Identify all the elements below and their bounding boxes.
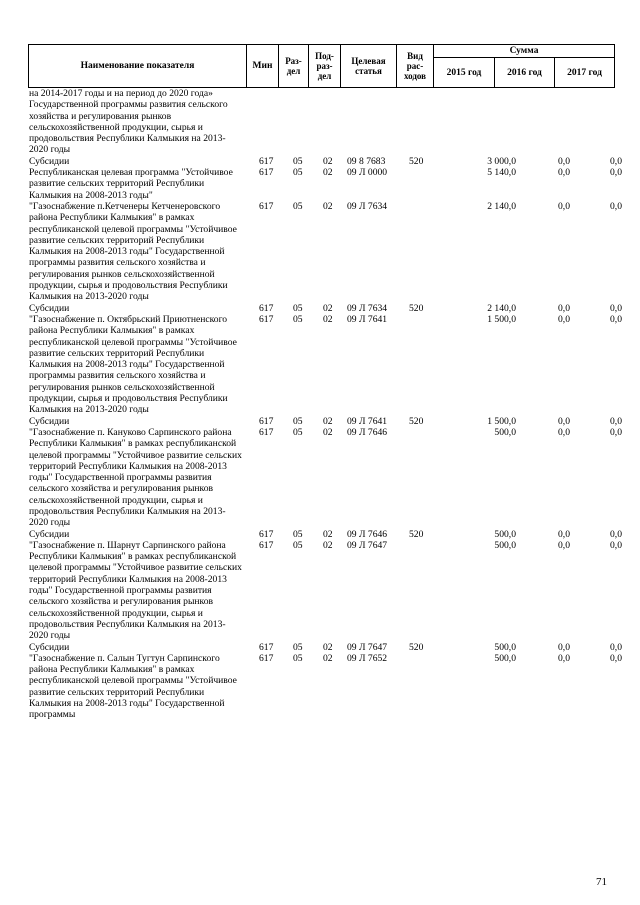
cell-y2015: 2 140,0: [487, 302, 516, 314]
header-2016: 2016 год: [495, 58, 555, 88]
cell-podrazdel: 02: [323, 155, 333, 167]
cell-vid: 520: [409, 528, 424, 540]
header-razdel: Раз- дел: [279, 45, 309, 88]
cell-razdel: 05: [293, 528, 303, 540]
row-name: Субсидии: [29, 155, 70, 167]
cell-celevaya: 09 Л 7652: [347, 652, 388, 664]
table-row: [28, 167, 622, 201]
cell-y2017: 0,0: [610, 302, 622, 314]
cell-min: 617: [259, 200, 274, 212]
cell-y2016: 0,0: [558, 539, 570, 551]
cell-y2015: 1 500,0: [487, 415, 516, 427]
cell-podrazdel: 02: [323, 313, 333, 325]
table-row: [28, 426, 622, 529]
header-summa: Сумма: [434, 45, 615, 58]
cell-y2017: 0,0: [610, 539, 622, 551]
header-min: Мин: [247, 45, 279, 88]
row-name: "Газоснабжение п. Октябрьский Приютненского района Республики Калмыкия" в рамках республиканской целевой программы "Устойчивое развитие сельских территорий Республики Калмыкия на 2008-2013 годы" Государственной программы развития сельского хозяйства и регулирования рынков сельскохозяйственной продукции, сырья и продовольствия Республики Калмыкия на 2013-2020 годы: [29, 313, 237, 416]
cell-celevaya: 09 Л 7646: [347, 426, 388, 438]
row-name: "Газоснабжение п. Салын Тугтун Сарпинского района Республики Калмыкия" в рамках республиканской целевой программы "Устойчивое развитие сельских территорий Республики Калмыкия на 2008-2013 годы" Государственной программы: [29, 652, 237, 721]
cell-razdel: 05: [293, 313, 303, 325]
header-vid: Вид рас- ходов: [397, 45, 434, 88]
table-row: [28, 539, 622, 642]
table-row: [28, 155, 622, 167]
table-row: [28, 652, 622, 721]
row-name: Субсидии: [29, 302, 70, 314]
cell-y2016: 0,0: [558, 652, 570, 664]
header-2015: 2015 год: [434, 58, 495, 88]
cell-y2016: 0,0: [558, 155, 570, 167]
header-celevaya: Целевая статья: [341, 45, 397, 88]
cell-celevaya: 09 Л 7641: [347, 415, 388, 427]
cell-vid: 520: [409, 155, 424, 167]
cell-podrazdel: 02: [323, 652, 333, 664]
cell-y2017: 0,0: [610, 200, 622, 212]
cell-min: 617: [259, 313, 274, 325]
cell-y2015: 5 140,0: [487, 167, 516, 179]
cell-y2016: 0,0: [558, 641, 570, 653]
cell-min: 617: [259, 528, 274, 540]
cell-y2016: 0,0: [558, 167, 570, 179]
cell-podrazdel: 02: [323, 167, 333, 179]
cell-razdel: 05: [293, 426, 303, 438]
cell-y2015: 500,0: [494, 539, 516, 551]
cell-podrazdel: 02: [323, 415, 333, 427]
cell-y2017: 0,0: [610, 528, 622, 540]
cell-y2017: 0,0: [610, 415, 622, 427]
cell-min: 617: [259, 415, 274, 427]
row-name: Субсидии: [29, 641, 70, 653]
cell-y2017: 0,0: [610, 167, 622, 179]
row-name: Субсидии: [29, 528, 70, 540]
cell-min: 617: [259, 155, 274, 167]
row-name: "Газоснабжение п.Кетченеры Кетченеровского района Республики Калмыкия" в рамках республиканской целевой программы "Устойчивое развитие сельских территорий Республики Калмыкия на 2008-2013 годы" Государственной программы развития сельского хозяйства и регулирования рынков сельскохозяйственной продукции, сырья и продовольствия Республики Калмыкия на 2013-2020 годы: [29, 200, 237, 303]
cell-podrazdel: 02: [323, 528, 333, 540]
cell-y2017: 0,0: [610, 652, 622, 664]
cell-razdel: 05: [293, 155, 303, 167]
table-row: [28, 528, 622, 540]
cell-y2016: 0,0: [558, 200, 570, 212]
table-header: [28, 44, 615, 88]
cell-y2015: 2 140,0: [487, 200, 516, 212]
table-row: [28, 200, 622, 303]
cell-celevaya: 09 Л 7634: [347, 302, 388, 314]
cell-razdel: 05: [293, 539, 303, 551]
cell-y2017: 0,0: [610, 641, 622, 653]
cell-podrazdel: 02: [323, 426, 333, 438]
cell-razdel: 05: [293, 167, 303, 179]
cell-y2016: 0,0: [558, 528, 570, 540]
cell-razdel: 05: [293, 652, 303, 664]
row-name: "Газоснабжение п. Кануково Сарпинского района Республики Калмыкия" в рамках республиканской целевой программы "Устойчивое развитие сельских территорий Республики Калмыкия на 2008-2013 годы" Государственной программы развития сельского хозяйства и регулирования рынков сельскохозяйственной продукции, сырья и продовольствия Республики Калмыкия на 2013-2020 годы: [29, 426, 242, 529]
table-row: [28, 88, 618, 156]
cell-y2015: 1 500,0: [487, 313, 516, 325]
cell-y2016: 0,0: [558, 302, 570, 314]
row-name: Республиканская целевая программа "Устойчивое развитие сельских территорий Республики Калмыкия на 2008-2013 годы": [29, 167, 233, 201]
cell-celevaya: 09 Л 0000: [347, 167, 388, 179]
cell-y2015: 3 000,0: [487, 155, 516, 167]
cell-razdel: 05: [293, 641, 303, 653]
table-row: [28, 641, 622, 653]
cell-y2015: 500,0: [494, 528, 516, 540]
cell-celevaya: 09 Л 7647: [347, 539, 388, 551]
cell-min: 617: [259, 302, 274, 314]
cell-podrazdel: 02: [323, 200, 333, 212]
cell-min: 617: [259, 641, 274, 653]
cell-min: 617: [259, 426, 274, 438]
cell-y2015: 500,0: [494, 652, 516, 664]
cell-vid: 520: [409, 641, 424, 653]
cell-y2016: 0,0: [558, 426, 570, 438]
table-row: [28, 302, 622, 314]
cell-y2016: 0,0: [558, 415, 570, 427]
cell-celevaya: 09 8 7683: [347, 155, 386, 167]
cell-podrazdel: 02: [323, 539, 333, 551]
cell-y2016: 0,0: [558, 313, 570, 325]
cell-celevaya: 09 Л 7647: [347, 641, 388, 653]
cell-celevaya: 09 Л 7634: [347, 200, 388, 212]
cell-podrazdel: 02: [323, 641, 333, 653]
cell-min: 617: [259, 167, 274, 179]
page-number: 71: [596, 876, 607, 888]
cell-vid: 520: [409, 302, 424, 314]
cell-razdel: 05: [293, 415, 303, 427]
cell-min: 617: [259, 652, 274, 664]
table-body: [28, 88, 622, 721]
cell-celevaya: 09 Л 7646: [347, 528, 388, 540]
header-2017: 2017 год: [555, 58, 615, 88]
cell-celevaya: 09 Л 7641: [347, 313, 388, 325]
cell-podrazdel: 02: [323, 302, 333, 314]
cell-y2017: 0,0: [610, 155, 622, 167]
header-name: Наименование показателя: [29, 45, 247, 88]
row-name: "Газоснабжение п. Шарнут Сарпинского района Республики Калмыкия" в рамках республиканской целевой программы "Устойчивое развитие сельских территорий Республики Калмыкия на 2008-2013 годы" Государственной программы развития сельского хозяйства и регулирования рынков сельскохозяйственной продукции, сырья и продовольствия Республики Калмыкия на 2013-2020 годы: [29, 539, 242, 642]
cell-y2017: 0,0: [610, 313, 622, 325]
cell-razdel: 05: [293, 200, 303, 212]
row-name: Субсидии: [29, 415, 70, 427]
header-podrazdel: Под- раз- дел: [309, 45, 341, 88]
cell-vid: 520: [409, 415, 424, 427]
row-name: на 2014-2017 годы и на период до 2020 года» Государственной программы развития сельского хозяйства и регулирования рынков сельскохозяйственной продукции, сырья и продовольствия Республики Калмыкия на 2013-2020 годы: [29, 88, 228, 156]
table-row: [28, 415, 622, 427]
cell-razdel: 05: [293, 302, 303, 314]
cell-min: 617: [259, 539, 274, 551]
cell-y2015: 500,0: [494, 641, 516, 653]
table-row: [28, 313, 622, 416]
cell-y2017: 0,0: [610, 426, 622, 438]
cell-y2015: 500,0: [494, 426, 516, 438]
